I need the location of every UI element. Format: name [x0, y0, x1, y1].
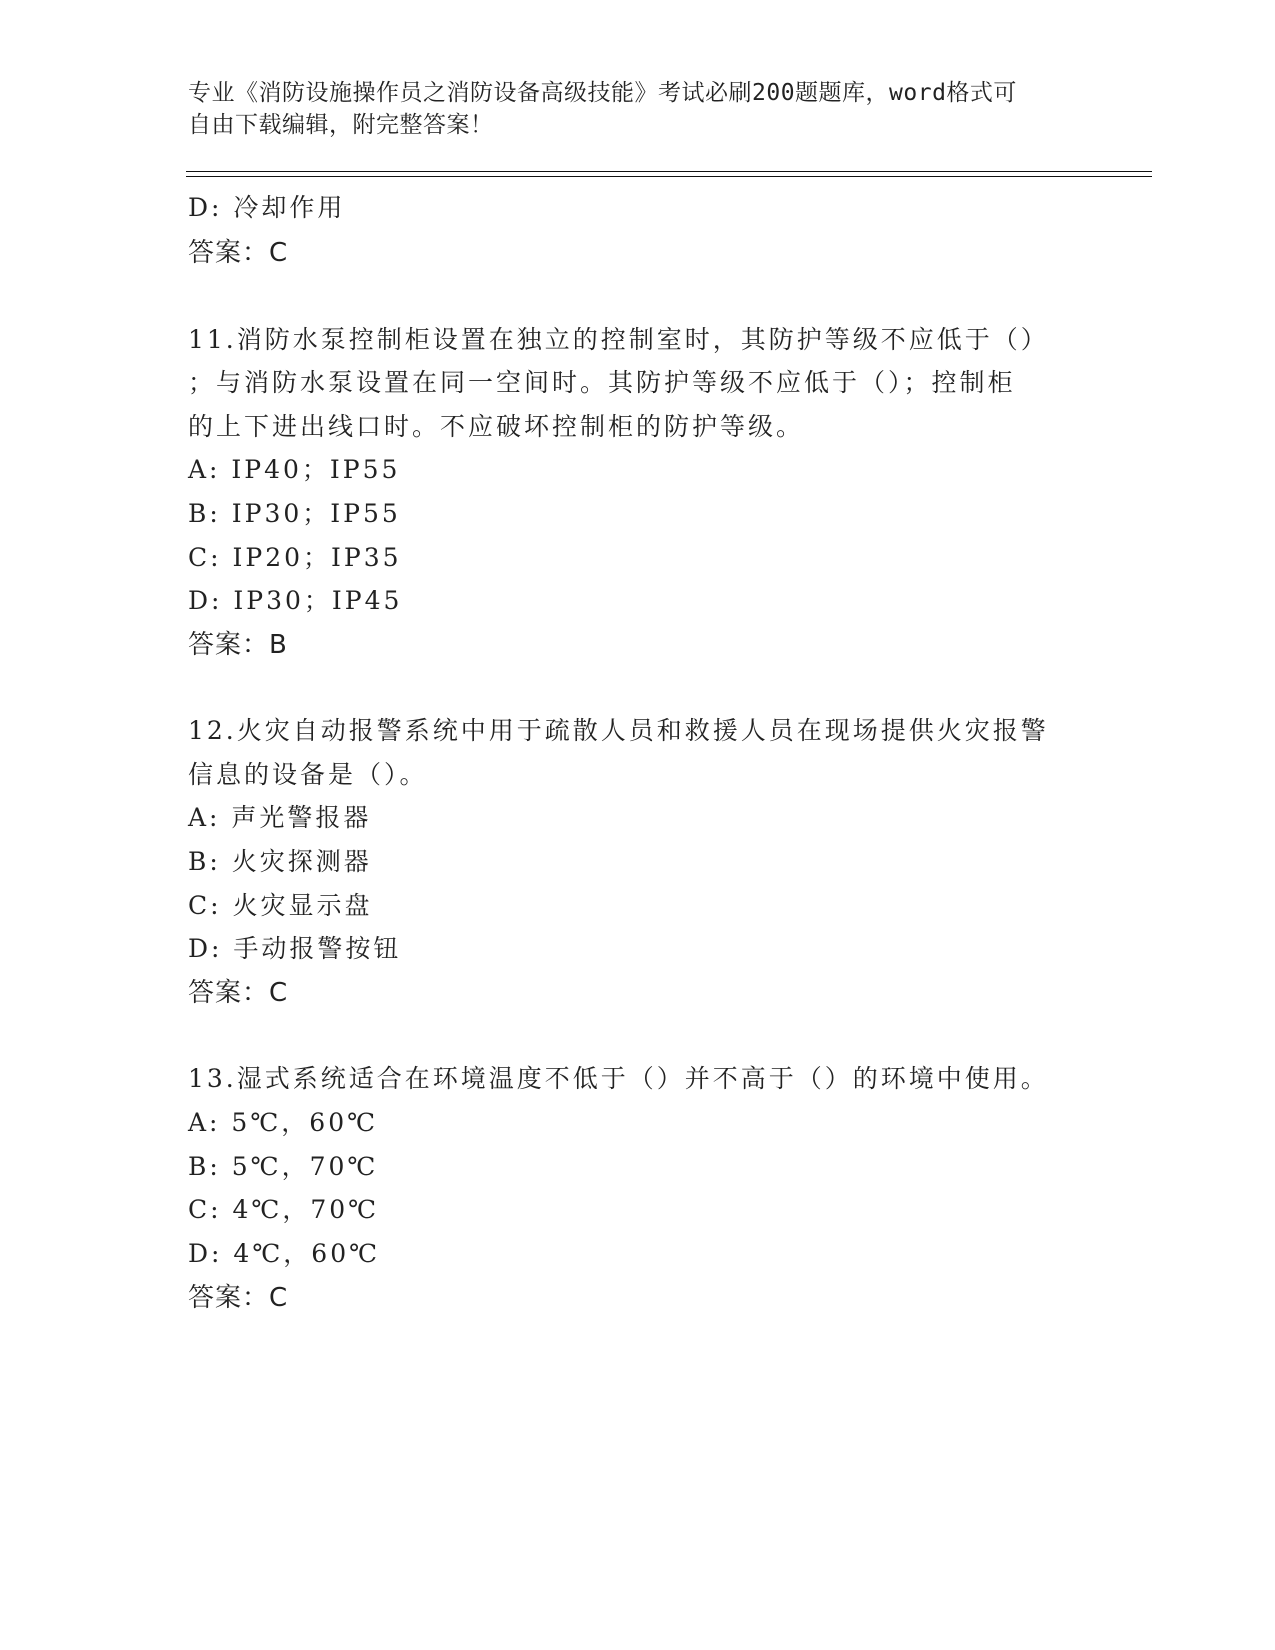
option-b: B: 火灾探测器 — [188, 847, 372, 876]
prev-option-d: D: 冷却作用 — [188, 193, 346, 222]
answer: 答案：B — [188, 630, 288, 660]
question-stem-line: 的上下进出线口时。不应破坏控制柜的防护等级。 — [188, 412, 805, 441]
prev-answer: 答案：C — [188, 238, 289, 268]
answer: 答案：C — [188, 978, 289, 1008]
document-title-line-1: 专业《消防设施操作员之消防设备高级技能》考试必刷200题题库，word格式可 — [188, 80, 1017, 106]
option-d: D: IP30；IP45 — [188, 586, 403, 615]
option-b: B: 5℃，70℃ — [188, 1152, 379, 1181]
header-rule-bottom — [186, 176, 1152, 177]
option-c: C: 4℃，70℃ — [188, 1195, 380, 1224]
question-stem-line: 13.湿式系统适合在环境温度不低于（）并不高于（）的环境中使用。 — [188, 1064, 1049, 1093]
question-stem-line: ；与消防水泵设置在同一空间时。其防护等级不应低于（）；控制柜 — [188, 368, 1016, 397]
option-a: A: 5℃，60℃ — [188, 1108, 379, 1137]
question-stem-line: 11.消防水泵控制柜设置在独立的控制室时，其防护等级不应低于（） — [188, 325, 1049, 354]
option-d: D: 4℃，60℃ — [188, 1239, 381, 1268]
header-rule-top — [186, 171, 1152, 172]
option-c: C: 火灾显示盘 — [188, 891, 373, 920]
option-c: C: IP20；IP35 — [188, 543, 402, 572]
option-b: B: IP30；IP55 — [188, 499, 401, 528]
option-a: A: IP40；IP55 — [188, 455, 401, 484]
document-title-line-2: 自由下载编辑，附完整答案！ — [188, 112, 494, 138]
question-stem-line: 信息的设备是（）。 — [188, 760, 428, 789]
option-d: D: 手动报警按钮 — [188, 934, 402, 963]
answer: 答案：C — [188, 1283, 289, 1313]
option-a: A: 声光警报器 — [188, 803, 372, 832]
question-stem-line: 12.火灾自动报警系统中用于疏散人员和救援人员在现场提供火灾报警 — [188, 716, 1049, 745]
